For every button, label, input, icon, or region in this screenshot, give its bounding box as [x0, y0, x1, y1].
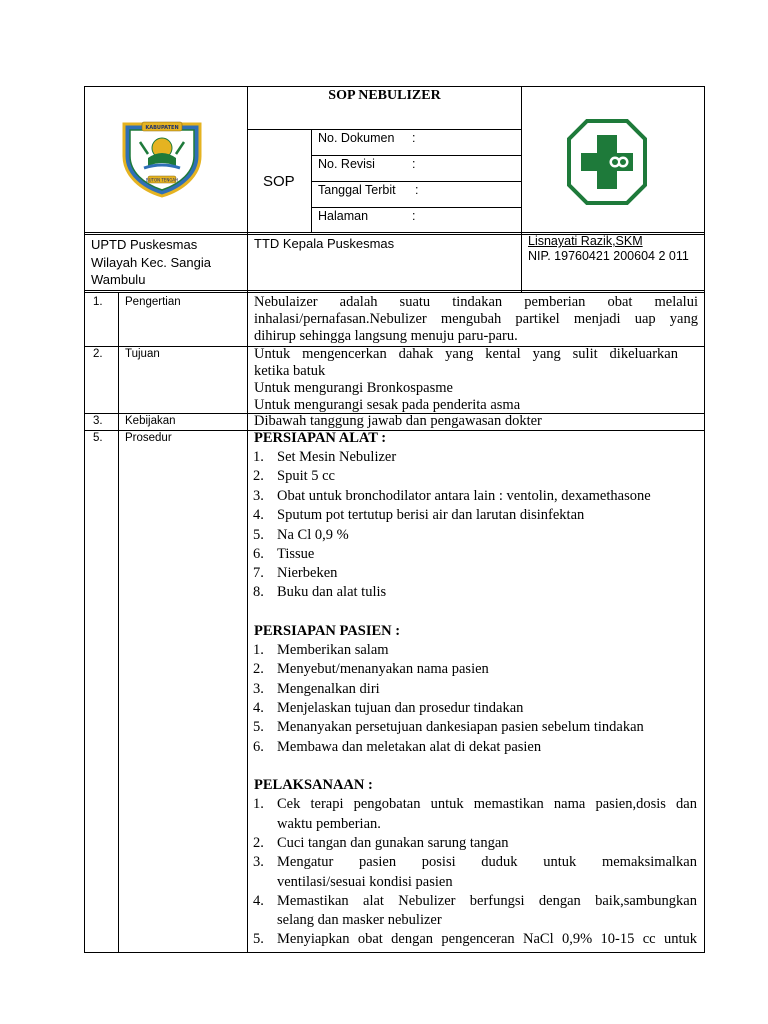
doc-field-label: Tanggal Terbit [318, 183, 396, 197]
org-line: UPTD Puskesmas [91, 237, 198, 252]
list-number: 6. [253, 739, 264, 755]
list-number: 1. [253, 796, 264, 812]
list-text: Menanyakan persetujuan dankesiapan pasien sebelum tindakan [277, 719, 644, 735]
list-number: 3. [253, 488, 264, 504]
sop-label: SOP [263, 173, 295, 190]
list-number: 8. [253, 584, 264, 600]
puskesmas-cross-logo [567, 119, 647, 205]
list-number: 5. [253, 931, 264, 947]
list-number: 2. [253, 468, 264, 484]
list-number: 4. [253, 893, 264, 909]
emblem-bottom-text: BUTON TENGAH [145, 177, 179, 183]
text-line: Nebulaizer adalah suatu tindakan pemberian obat melalui [254, 294, 698, 310]
doc-field-tanggal-terbit [318, 183, 419, 197]
section-number: 2. [93, 348, 103, 360]
list-item [253, 527, 349, 544]
list-text: Memastikan alat Nebulizer berfungsi dengan baik,sambungkan [277, 893, 697, 909]
list-text: Spuit 5 cc [277, 468, 335, 484]
text-line: inhalasi/pernafasan.Nebulizer mengubah partikel menjadi uap yang [254, 311, 698, 327]
list-text: Cuci tangan dan gunakan sarung tangan [277, 835, 509, 851]
list-text: Nierbeken [277, 565, 338, 581]
list-number: 1. [253, 449, 264, 465]
list-item [253, 661, 489, 678]
text-line: ketika batuk [254, 363, 326, 379]
list-number: 2. [253, 835, 264, 851]
section-label-pengertian: Pengertian [125, 296, 181, 308]
doc-field-sep: : [415, 183, 419, 197]
doc-field-label: No. Dokumen [318, 131, 395, 145]
list-item [253, 739, 541, 756]
emblem-top-text: KABUPATEN [145, 125, 179, 131]
doc-field-label: Halaman [318, 209, 369, 223]
doc-field-no-dokumen [318, 131, 416, 145]
kebijakan-text: Dibawah tanggung jawab dan pengawasan dokter [254, 413, 542, 429]
list-text: waktu pemberian. [277, 816, 381, 832]
doc-field-sep: : [412, 131, 416, 145]
section-number: 1. [93, 296, 103, 308]
approval-label: TTD Kepala Puskesmas [254, 236, 395, 251]
list-text: Cek terapi pengobatan untuk memastikan nama pasien,dosis dan [277, 796, 697, 812]
section-label-prosedur: Prosedur [125, 432, 172, 444]
persiapan-pasien-heading: PERSIAPAN PASIEN : [254, 623, 401, 639]
list-text: Na Cl 0,9 % [277, 527, 349, 543]
list-item [253, 468, 335, 485]
list-text: Obat untuk bronchodilator antara lain : ventolin, dexamethasone [277, 488, 651, 504]
list-item [253, 681, 380, 698]
list-item [253, 488, 651, 505]
list-number: 1. [253, 642, 264, 658]
list-item [253, 449, 396, 466]
text-line: dihirup sehingga langsung menuju paru-paru. [254, 328, 518, 344]
list-item [253, 565, 337, 582]
org-line: Wilayah Kec. Sangia [91, 254, 211, 270]
list-number: 5. [253, 719, 264, 735]
list-number: 3. [253, 681, 264, 697]
list-text: Sputum pot tertutup berisi air dan larutan disinfektan [277, 507, 585, 523]
list-text: Set Mesin Nebulizer [277, 449, 397, 465]
doc-field-sep: : [412, 157, 416, 171]
list-text: Menjelaskan tujuan dan prosedur tindakan [277, 700, 524, 716]
signer-name: Lisnayati Razik,SKM [528, 234, 643, 248]
list-number: 5. [253, 527, 264, 543]
list-number: 6. [253, 546, 264, 562]
doc-field-no-revisi [318, 157, 416, 171]
section-number: 5. [93, 432, 103, 444]
list-text: Membawa dan meletakan alat di dekat pasien [277, 739, 542, 755]
text-line: Untuk mengurangi sesak pada penderita asma [254, 397, 521, 413]
list-text: Tissue [277, 546, 315, 562]
list-text: Mengatur pasien posisi duduk untuk memaksimalkan [277, 854, 697, 870]
list-number: 2. [253, 661, 264, 677]
doc-field-sep: : [412, 209, 416, 223]
pelaksanaan-heading: PELAKSANAAN : [254, 777, 373, 793]
list-text: Buku dan alat tulis [277, 584, 387, 600]
section-number: 3. [93, 415, 103, 427]
list-item [253, 700, 523, 717]
list-number: 3. [253, 854, 264, 870]
text-line: Untuk mengurangi Bronkospasme [254, 380, 453, 396]
list-text: Mengenalkan diri [277, 681, 380, 697]
document-title: SOP NEBULIZER [328, 88, 441, 103]
persiapan-alat-heading: PERSIAPAN ALAT : [254, 430, 387, 446]
list-text: Menyebut/menanyakan nama pasien [277, 661, 489, 677]
list-item [253, 584, 386, 601]
list-item [253, 719, 644, 736]
section-label-kebijakan: Kebijakan [125, 415, 176, 427]
list-text: Memberikan salam [277, 642, 389, 658]
list-number: 4. [253, 700, 264, 716]
doc-field-halaman [318, 209, 416, 223]
list-text: Menyiapkan obat dengan pengenceran NaCl 0,9% 10-15 cc untuk [277, 931, 697, 947]
signer-nip: NIP. 19760421 200604 2 011 [528, 249, 689, 263]
list-text: ventilasi/sesuai kondisi pasien [277, 874, 453, 890]
list-text: selang dan masker nebulizer [277, 912, 442, 928]
list-item [253, 642, 389, 659]
list-item [253, 546, 314, 563]
text-line: Untuk mengencerkan dahak yang kental yang sulit dikeluarkan [254, 346, 678, 362]
list-number: 7. [253, 565, 264, 581]
org-name [91, 236, 211, 289]
regency-emblem-logo [120, 118, 204, 198]
section-label-tujuan: Tujuan [125, 348, 160, 360]
list-number: 4. [253, 507, 264, 523]
org-line: Wambulu [91, 272, 146, 287]
list-item [253, 507, 584, 524]
doc-field-label: No. Revisi [318, 157, 375, 171]
